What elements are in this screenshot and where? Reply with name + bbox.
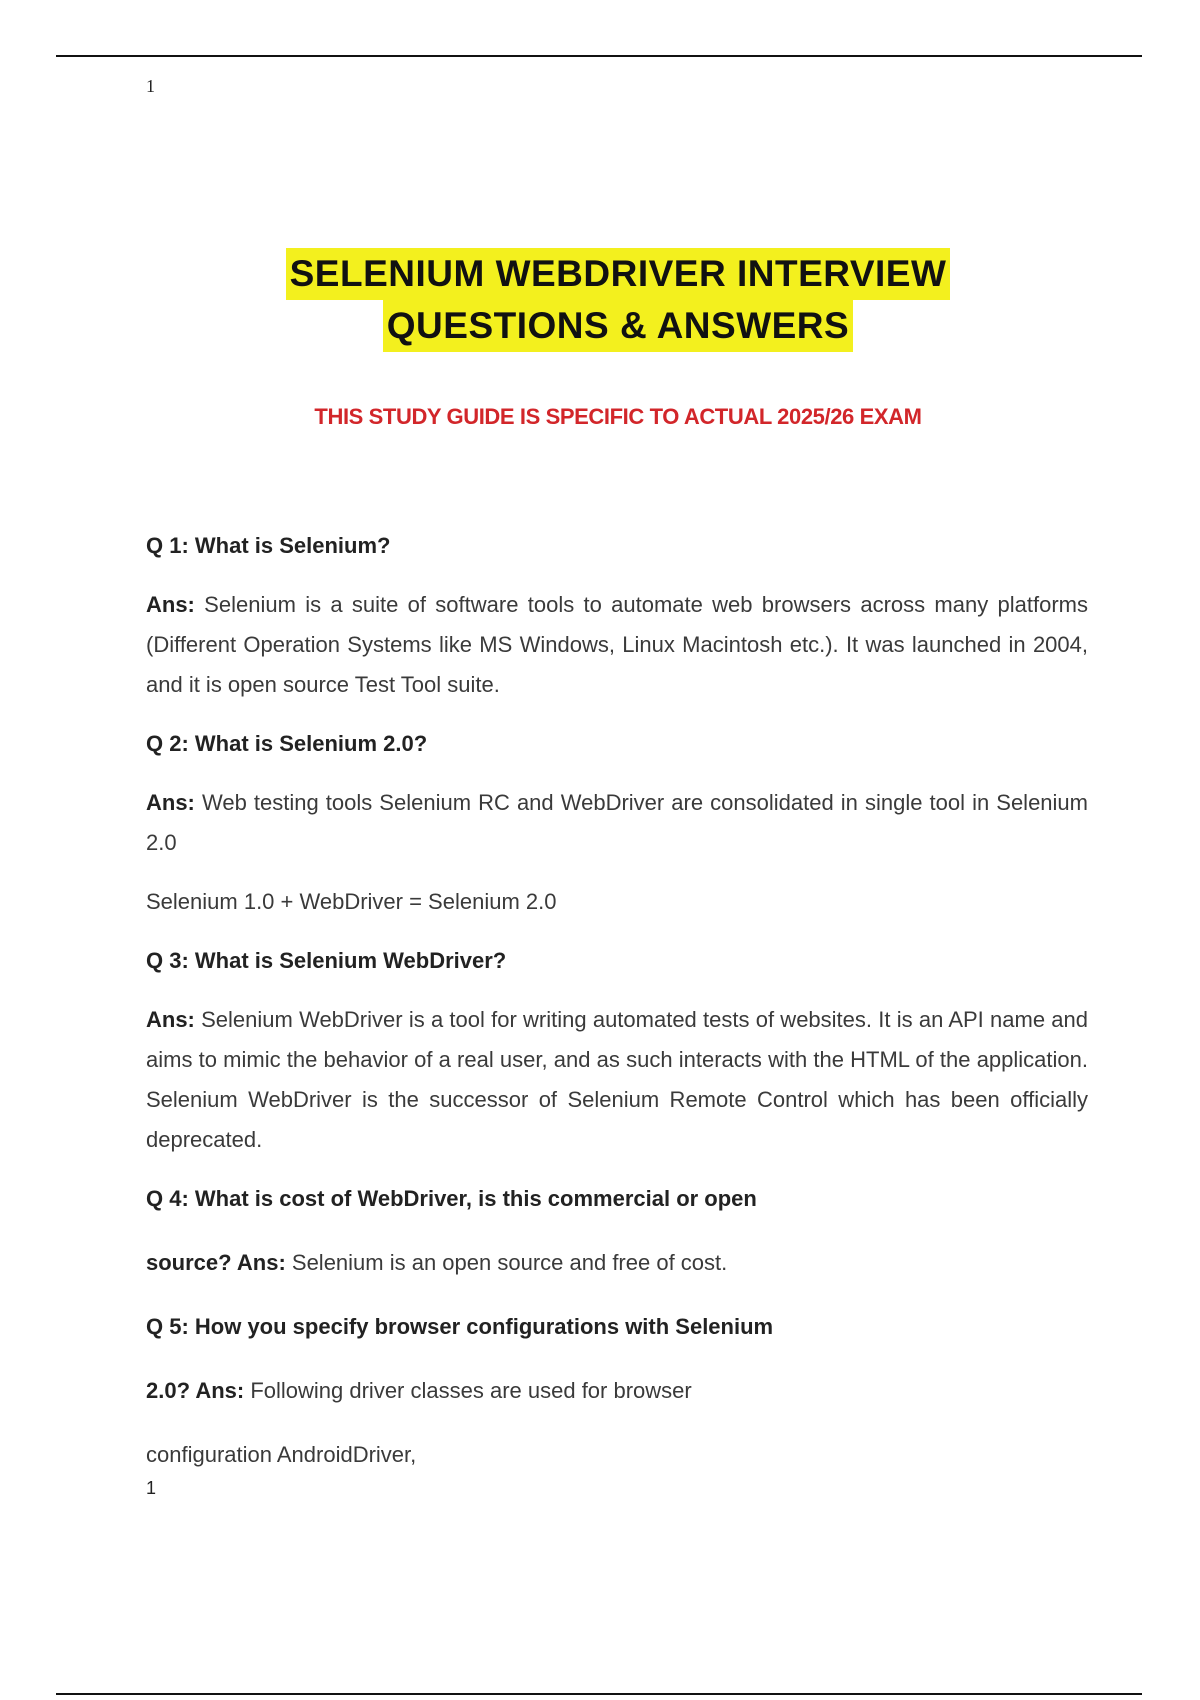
question-3: Q 3: What is Selenium WebDriver? bbox=[146, 948, 507, 973]
answer-label: Ans: bbox=[146, 790, 195, 815]
answer-label: Ans: bbox=[146, 592, 195, 617]
title-line-1: SELENIUM WEBDRIVER INTERVIEW bbox=[286, 248, 951, 300]
answer-text: Selenium WebDriver is a tool for writing automated tests of websites. It is an API name and aims to mimic the behavior of a real user, and as such interacts with the HTML of the application. Selenium WebDriver is the successor of Selenium Remote Control which has been officially deprecated. bbox=[146, 1007, 1088, 1152]
footer-page-number: 1 bbox=[146, 1478, 157, 1498]
answer-text: Selenium is a suite of software tools to automate web browsers across many platforms (Different Operation Systems like MS Windows, Linux Macintosh etc.). It was launched in 2004, and it is open source Test Tool suite. bbox=[146, 592, 1088, 697]
question-1: Q 1: What is Selenium? bbox=[146, 533, 391, 558]
title-line-2: QUESTIONS & ANSWERS bbox=[383, 300, 853, 352]
bottom-rule bbox=[56, 1693, 1142, 1695]
answer-text: Following driver classes are used for browser bbox=[244, 1378, 692, 1403]
document-title bbox=[0, 248, 1200, 352]
answer-text: Web testing tools Selenium RC and WebDriver are consolidated in single tool in Selenium 2.0 bbox=[146, 790, 1088, 855]
question-4: Q 4: What is cost of WebDriver, is this commercial or open bbox=[146, 1186, 757, 1211]
answer-2-formula: Selenium 1.0 + WebDriver = Selenium 2.0 bbox=[146, 889, 557, 914]
answer-1 bbox=[146, 585, 1088, 705]
answer-4 bbox=[146, 1243, 1088, 1283]
question-2: Q 2: What is Selenium 2.0? bbox=[146, 731, 428, 756]
answer-2 bbox=[146, 783, 1088, 863]
question-4-continued: source? Ans: bbox=[146, 1250, 286, 1275]
answer-label: Ans: bbox=[146, 1007, 195, 1032]
document-subtitle: THIS STUDY GUIDE IS SPECIFIC TO ACTUAL 2025/26 EXAM bbox=[314, 404, 922, 429]
qa-content bbox=[146, 526, 1088, 1475]
header-page-number: 1 bbox=[146, 76, 155, 96]
question-5-continued: 2.0? Ans: bbox=[146, 1378, 245, 1403]
answer-5 bbox=[146, 1371, 1088, 1411]
answer-text: Selenium is an open source and free of cost. bbox=[285, 1250, 728, 1275]
top-rule bbox=[56, 55, 1142, 57]
answer-3 bbox=[146, 1000, 1088, 1160]
question-5: Q 5: How you specify browser configurations with Selenium bbox=[146, 1314, 774, 1339]
answer-5-continued: configuration AndroidDriver, bbox=[146, 1442, 417, 1467]
